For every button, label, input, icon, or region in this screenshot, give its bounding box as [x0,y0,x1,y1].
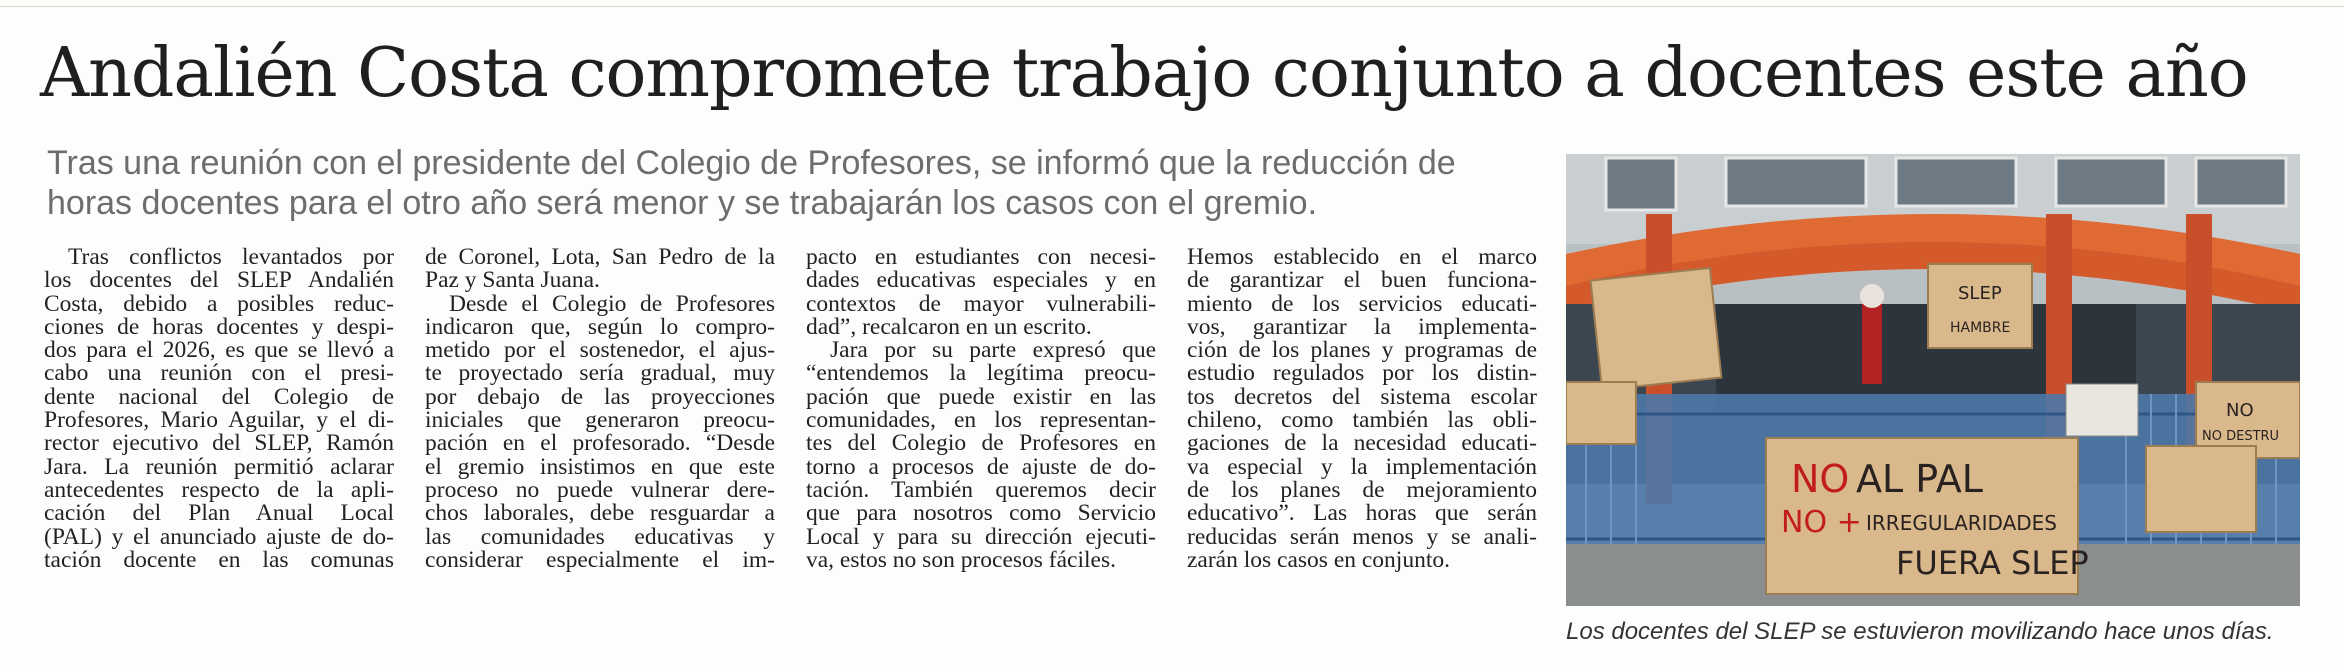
body-column-4 [1187,246,1537,572]
body-line: Local y para su dirección ejecuti- [806,525,1156,549]
body-line: Tras conflictos levantados por [68,246,394,270]
dek-line: horas docentes para el otro año será menor y se trabajarán los casos con el gremio. [47,184,1318,222]
svg-text:HAMBRE: HAMBRE [1950,320,2011,336]
body-line: “entendemos la legítima preocu- [806,362,1156,386]
body-line: dad”, recalcaron en un escrito. [806,315,1092,340]
body-line: pación en el profesorado. “Desde [425,432,775,456]
photo-caption: Los docentes del SLEP se estuvieron movilizando hace unos días. [1566,618,2274,645]
body-line: te proyectado sería gradual, muy [425,362,775,386]
top-rule [0,6,2344,7]
body-line: los docentes del SLEP Andalién [44,269,394,293]
body-line: de Coronel, Lota, San Pedro de la [425,246,775,270]
body-line: proceso no puede vulnerar dere- [425,478,775,503]
body-line: metido por el sostenedor, el ajus- [425,339,775,363]
svg-text:FUERA SLEP: FUERA SLEP [1896,544,2089,582]
body-line: chileno, como también las obli- [1187,409,1537,433]
svg-text:NO DESTRU: NO DESTRU [2202,429,2280,444]
body-line: va especial y la implementación [1187,455,1537,479]
body-line: estudio regulados por los distin- [1187,362,1537,386]
body-line: dos para el 2026, es que se llevó a [44,339,394,363]
body-line: considerar especialmente el im- [425,548,775,573]
body-line: por debajo de las proyecciones [425,385,775,410]
body-line: tos decretos del sistema escolar [1187,385,1537,410]
body-line: Paz y Santa Juana. [425,269,600,293]
body-line: vos, garantizar la implementa- [1187,315,1537,340]
body-line: tación docente en las comunas [44,548,394,573]
body-line: de los planes de mejoramiento [1187,478,1537,503]
body-line: tación. También queremos decir [806,478,1156,503]
body-line: educativo”. Las horas que serán [1187,502,1537,526]
body-line: rector ejecutivo del SLEP, Ramón [44,432,394,456]
body-line: pación que puede existir en las [806,385,1156,410]
body-line: Profesores, Mario Aguilar, y el di- [44,409,394,433]
body-line: de garantizar el buen funciona- [1187,269,1537,293]
body-line: Hemos establecido en el marco [1187,246,1537,270]
body-line: Desde el Colegio de Profesores [449,292,775,316]
body-line: dente nacional del Colegio de [44,385,394,410]
body-line: ciones de horas docentes y despi- [44,315,394,340]
svg-text:IRREGULARIDADES: IRREGULARIDADES [1866,511,2058,535]
body-line: (PAL) y el anunciado ajuste de do- [44,525,394,549]
dek [47,143,1567,223]
svg-text:SLEP: SLEP [1958,283,2002,304]
body-column-3 [806,246,1156,572]
body-line: iniciales que generaron preocu- [425,409,775,433]
body-line: indicaron que, según lo compro- [425,315,775,340]
svg-text:NO +: NO + [1781,505,1862,540]
body-line: dades educativas especiales y en [806,269,1156,293]
article-photo [1566,154,2300,606]
body-line: las comunidades educativas y [425,525,775,549]
svg-text:NO: NO [2226,400,2254,421]
body-line: el gremio insistimos en que este [425,455,775,479]
body-line: chos laborales, debe resguardar a [425,502,775,526]
body-line: miento de los servicios educati- [1187,292,1537,316]
body-line: reducidas serán menos y se anali- [1187,525,1537,549]
body-line: va, estos no son procesos fáciles. [806,548,1116,573]
body-line: ción de los planes y programas de [1187,339,1537,363]
body-line: pacto en estudiantes con necesi- [806,246,1156,270]
body-line: antecedentes respecto de la apli- [44,478,394,503]
body-line: comunidades, en los representan- [806,409,1156,433]
body-line: tes del Colegio de Profesores en [806,432,1156,456]
body-line: que para nosotros como Servicio [806,502,1156,526]
dek-line: Tras una reunión con el presidente del Colegio de Profesores, se informó que la reducción de [47,144,1456,182]
svg-text:AL PAL: AL PAL [1856,457,1983,501]
body-column-1 [44,246,394,572]
body-line: Jara. La reunión permitió aclarar [44,455,394,479]
body-line: cación del Plan Anual Local [44,502,394,526]
body-line: Jara por su parte expresó que [830,339,1156,363]
svg-text:NO: NO [1791,457,1850,501]
body-line: gaciones de la necesidad educati- [1187,432,1537,456]
body-line: cabo una reunión con el presi- [44,362,394,386]
body-line: torno a procesos de ajuste de do- [806,455,1156,479]
body-line: contextos de mayor vulnerabili- [806,292,1156,316]
headline: Andalién Costa compromete trabajo conjunto a docentes este año [40,34,2248,113]
body-column-2 [425,246,775,572]
body-line: zarán los casos en conjunto. [1187,548,1450,573]
body-line: Costa, debido a posibles reduc- [44,292,394,316]
